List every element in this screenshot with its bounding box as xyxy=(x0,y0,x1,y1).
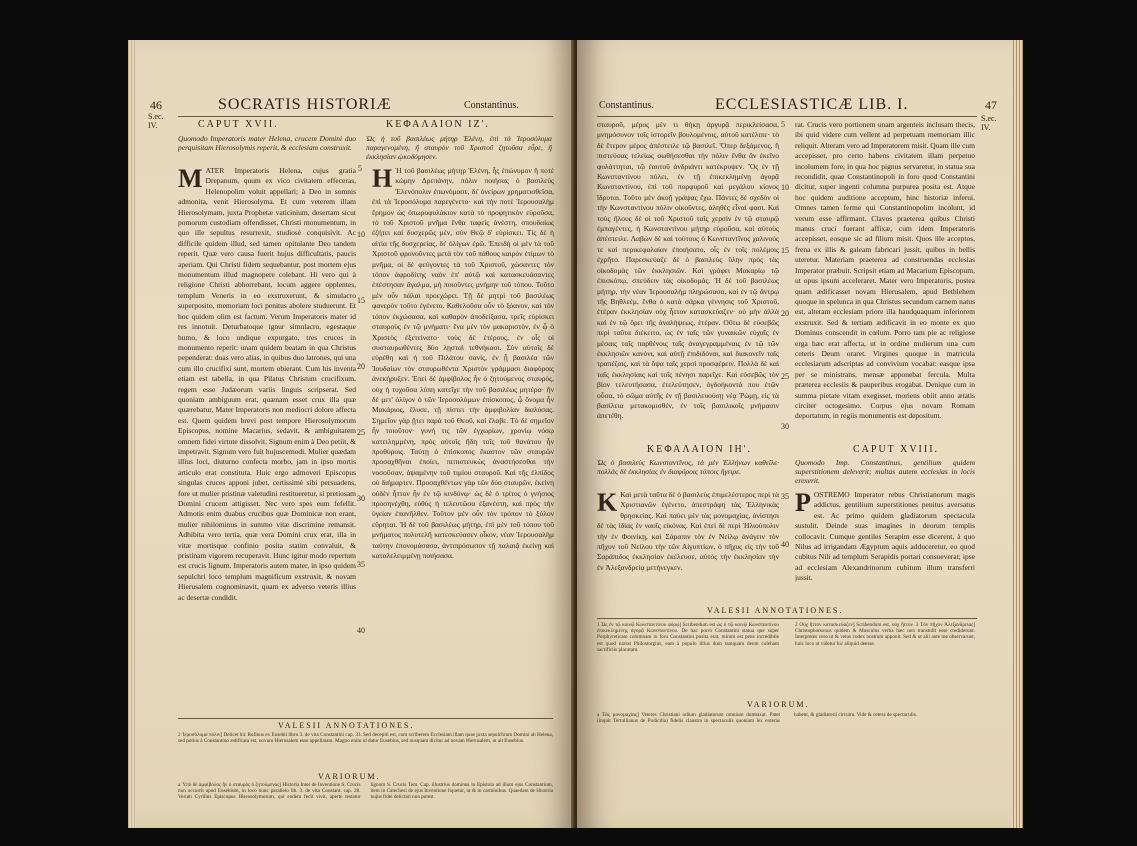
greek-column-2 xyxy=(597,490,779,602)
open-book xyxy=(128,40,1023,828)
annotations-heading: VALESII ANNOTATIONES. xyxy=(707,606,844,615)
greek-text-2: Καὶ μετὰ ταῦτα δὲ ὁ βασιλεὺς ἐπιμελέστερος περὶ τὰ Χριστιανῶν ἐγένετο, ἀπεστράφη τὰς Ἑλληνικὰς θρησκείας. Καὶ παύει μὲν τὰς μονομαχίας, ἀνίστησι δὲ τὰς ἰδίας ἐν ναοῖς εἰκόνας. Καὶ ἐπεὶ δὲ περὶ Ἡλιούπολιν τὴν ἐν Φοινίκῃ, καὶ Σάραπιν τὸν ἐν Νείλῳ ἀνάγειν τὸν πῆχυν τοῦ Νείλου τὴν τῶν Αἰγυπτίων, ὁ πῆχυς εἰς τὴν τοῦ Σαράπιδος ἐκκλησίαν ἐκέλευσε, αὐτὸς τὴν ἐκκλησίαν τὴν ἐν Ἀλεξανδρείᾳ μετήνεγκεν. xyxy=(597,490,779,572)
running-head-sub: Constantinus. xyxy=(464,100,519,111)
notes-rule xyxy=(178,718,553,719)
line-number: 40 xyxy=(781,540,789,549)
greek-text: Ἡ τοῦ βασιλέως μήτηρ Ἑλένη, ἧς ἐπώνυμον ἢ ποτὲ κώμην Δρεπάνην, πόλιν ποιήσας ὁ βασιλεὺς Ἑλενόπολιν ἐπωνόμασε, δι' ὀνείρων χρηματισθεῖσα, ἐπὶ τὰ Ἱεροσόλυμα παρεγένετο· καὶ τὴν ποτὲ Ἱερουσαλὴμ ἔρημον ὡς ὀπωροφυλάκιον κατὰ τὸ προφητικὸν εὑροῦσα, τὸ τοῦ Χριστοῦ μνῆμα ἔνθα ταφεὶς ἀνέστη, σπουδαίως ἐζήτει καὶ δυσχερῶς μὲν, σὺν Θεῷ δ' εὑρίσκει. Τίς δὲ ἡ αἰτία τῆς δυσχερείας, δι' ὀλίγων ἐρῶ. Ἐπειδὴ οἱ μὲν τὰ τοῦ Χριστοῦ φρονοῦντες μετὰ τὸν τοῦ πάθους καιρὸν ἐτίμων τὸ μνῆμα, οἱ δὲ φεύγοντες τὰ τοῦ Χριστοῦ, χώσαντες τὸν τόπον ἀφροδίτης ναὸν ἐπ' αὐτῷ καὶ κατασκευάσαντες ἐπέστησαν ἄγαλμα, μὴ ποιοῦντες μνήμην τοῦ τόπου. Τοῦτο μὲν οὖν πάλαι προεχώρει. Τῇ δὲ μητρὶ τοῦ βασιλέως φανερὸν τοῦτο ἐγένετο. Καθελοῦσα οὖν τὸ ξόανον, καὶ τὸν τόπον ἐκχώσασα, καὶ καθαρὸν ἀποδείξασα, τρεῖς εὑρίσκει σταυροὺς ἐν τῷ μνήματι· ἕνα μὲν τὸν μακαριστὸν, ἐν ᾧ ὁ Χριστὸς ἐξετείνατο· τοὺς δὲ ἑτέρους, ἐν οἷς οἱ συσταυρωθέντες δύο λῃσταὶ τεθνήκασι. Σὺν αὐτοῖς δὲ εὑρέθη καὶ ἡ τοῦ Πιλάτου σανὶς, ἐν ᾗ βασιλέα τῶν Ἰουδαίων τὸν σταυρωθέντα Χριστὸν γράμμασι διαφόροις ἀνεκήρυξεν. Ἐπεὶ δὲ ἀμφίβολος ἦν ὁ ζητούμενος σταυρὸς, οὐχ ἡ τυχοῦσα λύπη κατεῖχε τὴν τοῦ βασιλέως μητέρα· ἣν δὲ μετ' ὀλίγον ὁ τῶν Ἱεροσολύμων ἐπίσκοπος, ᾧ ὄνομα ἦν Μακάριος, ἔλυσε, τῇ πίστει τὴν ἀμφιβολίαν διαλύσας. Σημεῖον γὰρ ᾔτει παρὰ τοῦ Θεοῦ, καὶ ἔλαβε. Τὸ δὲ σημεῖον ἦν τοιοῦτον· γυνή τις τῶν ἐγχωρίων, χρονίῳ νόσῳ κατειλημμένη, πρὸς αὐτοῖς ἤδη τοῖς τοῦ θανάτου ἦν προθύροις. Ταύτῃ ὁ ἐπίσκοπος ἕκαστον τῶν σταυρῶν προσαχθῆναι ἐποίει, πεπιστευκὼς ἀναστήσεσθαι τὴν νοσοῦσαν, ἁψαμένην τοῦ τιμίου σταυροῦ. Καὶ τῆς ἐλπίδος οὐ διήμαρτεν. Προσαχθέντων γὰρ τῶν δύο σταυρῶν, ἐκείνη οὐδὲν ἧττον ἦν ἐν τῷ κινδύνῳ· ὡς δὲ ὁ τρίτος ὁ γνήσιος προσηνέχθη, εὐθὺς ἡ τελευτῶσα ἐξανέστη, καὶ πρὸς τὴν ὑγείαν ἐπανῆλθεν. Τοῦτον μὲν οὖν τὸν τρόπον τὸ ξύλον εὕρηται. Ἡ δὲ τοῦ βασιλέως μήτηρ, ἐπὶ μὲν τοῦ τόπου τοῦ μνήματος πολυτελῆ κατεσκεύασεν οἶκον, νέαν Ἱερουσαλὴμ ταύτην ἐπονομάσασα, ἀντιπρόσωπον τῇ παλαιᾷ ἐκείνῃ καὶ καταλελειμμένῃ ποιήσασα. xyxy=(372,166,554,561)
line-number: 10 xyxy=(357,230,365,239)
chapter-heading-latin: CAPUT XVIII. xyxy=(853,444,940,455)
line-number: 5 xyxy=(781,120,785,129)
notes-rule xyxy=(597,618,977,619)
page-number: 47 xyxy=(985,98,997,112)
line-number: 30 xyxy=(781,422,789,431)
greek-column: σταυροῦ, μέρος μὲν τι θήκῃ ἀργυρᾷ περικλείσασα, μνημόσυνον τοῖς ἱστορεῖν βουλομένοις, αὐτοῦ κατέλιπε· τὸ δὲ ἕτερον μέρος ἀπέστειλε τῷ βασιλεῖ. Ὅπερ δεξάμενος, ἢ πιστεύσας τελείως σωθήσεσθαι τὴν πόλιν ἔνθα ἂν ἐκεῖνο φυλάττηται, τῷ ἑαυτοῦ ἀνδριάντι κατέκρυψεν. Ὃς ἐν τῇ Κωνσταντίνου πόλει, ἐν τῇ ἐπικεκλημένῃ ἀγορᾷ Κωνσταντίνου, ἐπὶ τοῦ πορφυροῦ καὶ μεγάλου κίονος ἵδρυται. Τοῦτο μὲν ἀκοῇ γράψας ἔχω. Πάντες δὲ σχεδὸν οἱ τὴν Κωνσταντίνου πόλιν οἰκοῦντες, ἀληθὲς εἶναί φασι. Καὶ τοὺς ἥλους δὲ οἱ τοῦ Χριστοῦ ταῖς χερσὶν ἐν τῷ σταυρῷ ἐμπαγέντες, ἡ Κωνσταντίνου μήτηρ εὑροῦσα, καὶ αὐτοὺς ἀπέστειλε. Λαβὼν δὲ καὶ τούτους ὁ Κωνσταντῖνος χαλινούς τε καὶ περικεφαλαίαν ἐποιήσατο, οἷς ἐν τοῖς πολέμοις ἐχρῆτο. Παρεσκεύαζε δὲ ὁ βασιλεὺς ὕλην πρὸς τὰς οἰκοδομὰς τῶν ἐκκλησιῶν. Καὶ γράφει Μακαρίῳ τῷ ἐπισκόπῳ, σπεύδειν τὰς οἰκοδομάς. Ἡ δὲ τοῦ βασιλέως μήτηρ, τὴν νέαν Ἱερουσαλὴμ πληρώσασα, καὶ ἐν τῷ ἄντρῳ τῆς Βηθλεὲμ, ἔνθα ὁ κατὰ σάρκα γέννησις τοῦ Χριστοῦ, ἑτέραν ἐκκλησίαν οὐχ ἧττον κατασκεύαζεν· οὐ μὴν ἀλλὰ καὶ ἐν τῷ ὄρει τῆς ἀναλήψεως, ἑτέραν. Οὕτω δὲ εὐσεβῶς περὶ ταῦτα διέκειτο, ὡς ἐν ταῖς τῶν γυναικῶν εὐχαῖς ἐν μέσαις ταῖς παρθένοις ταῖς ἀναγεγραμμέναις ἐν τῷ τῶν ἐκκλησιῶν κανόνι, καὶ αὐτῇ ἐπιδιδόναι, καὶ διακονεῖν ταῖς τραπέζαις, καὶ τὰ ὄψα ταῖς χερσὶ προσφέρειν. Πολλὰ δὲ καὶ ταῖς ἐκκλησίαις καὶ τοῖς πένησι παρεῖχε. Καὶ εὐσεβῶς τὸν βίον τελευτήσασα, ἐτελεύτησεν, ὀγδοήκοντά που ἐτῶν οὖσα, τὸ σῶμα αὐτῆς ἐν τῇ βασιλευούσῃ νέᾳ Ῥώμῃ, εἰς τὰ βασίλεια μετακομισθέν, ἐν τοῖς βασιλικοῖς μνήμασιν ἀπετέθη. xyxy=(597,120,779,421)
latin-text: ATER Imperatoris Helena, cujus gratia Drepanum, quum ex vico civitatem effeceras, Helenopolim voluit appellari; à Deo in somnis admonita, venit Hierosolyma. Et cum veterem illam Hierosolymam, juxta Prophetæ vaticinium, desertam sicut pomorum custodiam offendisset, Christi monumentum, in quo ille sepultus resurrexit, studiosè conquisivit. Ac difficile quidem illud, sed tamen opitulante Deo tandem reperit. Quæ vero causa fuerit hujus difficultatis, paucis aperiam. Qui Christi fidem sequebantur, post mortem ejus monumentum illud magnopere colebant. Hi vero qui à religione Christi abhorrebant, locum aggere opplentes, templum Veneris in eo exstruxerunt, & simulacro superposito, memoriam loci penitus abolere studuerunt. Et hoc quidem olim est factum. Verum Imperatoris mater id res innotuit. Deturbatoque ignur simulacro, egestaque humo, & loco undique expurgato, tres cruces in monumento reperit: unam quidem beatam in qua Christus pependerat: duas vero alias, in quibus duo latrones, qui una cum illo crucifixi sunt, mortem obierant. Cum his inventa etiam est tabella, in qua Pilatus Christum crucifixum, regem esse Judæorum variis linguis scripserat. Sed quoniam ambiguum erat, quænam esset crux illa quæ quærebatur, Mater Imperatoris non mediocri dolore affecta est. Quem quidem brevi post tempore Hierosolymorum Episcopus, nomine Macarius, sedavit, & ambiguitatem omnem fidei virtute dissolvit. Signum enim à Deo petiit, & impetravit. Signum vero fuit hujuscemodi. Mulier quædam illius loci, diuturno confecta morbo, jam in ipso mortis articulo erat constituta. Huic ergo admoveri Episcopus singulas cruces apponi jubet, certissimè sibi persuadens, fore ut mulier pristinæ valetudini restitueretur, si pretiosam Domini crucem attigisset. Nec vero spes eum fefellit. Admotis enim duabus crucibus quæ Dominicæ non erant, mulier nihilominus in summo vitæ discrimine remansit. Adhibita vero tertia, quæ vera Domini crux erat, illa in vitæ mortisque confinio posita statim convaluit, & pristinam vigorem recuperavit. Hunc igitur modo repertum est crucis lignum. Imperatoris autem mater, in ipso quidem sepulchri loco templum magnificum exstruxit, & novam Hierusalem cognominavit, quam ex adverso veteris illius ac desertæ condidit. xyxy=(178,166,356,602)
chapter-summary-latin: Quomodo Imp. Constantinus, gentilium quidem superstitionem deleverit; multas autem ecclesias in locis erexerit. xyxy=(795,458,975,485)
latin-column xyxy=(178,166,356,714)
head-rule xyxy=(597,116,977,117)
line-number: 25 xyxy=(781,372,789,381)
drop-cap: M xyxy=(178,166,203,193)
annotations-text-2: 2 Οὐχ ἧττον κατασκεύαζεν] Scribendum est, οὐχ ἧττον. 3 Τὸν πῆχυν Ἀλεξανδρείας] Christophorsonus quidem & Musculus verba hæc non transtulit esse crediderunt. Interpretes vero ut & vetus codex nostrum apponit. Sed & ut alii ante me observarunt, huic loco ut videtur hic aliquid deesse. xyxy=(795,622,975,647)
latin-text-2: OSTREMO Imperator rebus Christianorum magis addictus, gentilium superstitiones penitus aversatus est. Ac primo quidem gladiatorum spectacula sustulit. Deinde suas imagines in deorum templis collocavit. Cumque gentiles Serapim esse dicerent, à quo Nilus ad irrigandam Ægyptum aquis adduceretur, eo quod cubitus Nili ad templum Serapidis portari consueverat; ipse ad ecclesiam Alexandrinorum cubitum illum transferri jussit. xyxy=(795,490,975,583)
variorum-text: a Ὑπὸ δὲ ἀμφίβολος ἦν ὁ σταυρὸς ὁ ζητούμενος] Historia Inter de Inventione S. Crucis non occurrit apud Eusebium, in loco hunc parallelo lib. 3. de vita Constant. cap. 28. Verum Cyrillus Episcopus Hierosolymorum, qui eodem fecit vivit, aperte testatur lignum S. Crucis Tem. Cap. illustrius dominus in Epistola ad illum ejus Constantium, item in Catechesi de ejus Inventione liquetur, ut & in carminibus. Quaedam de Historia hujus fidei delictari non potest. xyxy=(178,782,553,801)
head-rule xyxy=(178,116,553,117)
variorum-heading: VARIORUM. xyxy=(318,772,381,781)
annotations-text: 2 Ἱεροσόλυμα πόλιν] Delicet hic Rufinus ex Eusebii libro 3. de vita Constantini cap. 33. Sed decepiti est, cum scriberem Ecclesiam illam quae juxta sepulchrum Domini ab Helena, sed potius à Constantino ædificata est, novum Hierusalem esse appellatam. Magno enim id datur Eusebius, sed nusquam dicitur ad novam Hierusalem, ut ait Eusebius. xyxy=(178,732,553,745)
running-head: SOCRATIS HISTORIÆ xyxy=(218,96,392,113)
line-number: 15 xyxy=(357,296,365,305)
variorum-heading: VARIORUM. xyxy=(747,700,810,709)
chapter-heading-latin: CAPUT XVII. xyxy=(198,119,279,130)
chapter-summary-latin: Quomodo Imperatoris mater Helena, crucem Domini duo perquisitam Hierosolymis reperit, & ecclesiam construxit. xyxy=(178,134,356,152)
chapter-heading-greek: ΚΕΦΑΛΑΙΟΝ ΙΖ'. xyxy=(386,119,490,130)
annotations-text: 1 Ὡς ἐν τῷ κοινῷ Κωνσταντίνου φόρῳ] Scribendum est ὡς ὁ τῷ κοινῷ Κωνσταντίνου ἐπικεκλημένης ἀγορᾷ Κωνσταντίνου. De hac porro Constantini statua que super Porphyreticam columnam in foro Constantini posita erat, mirum est pene incredibile est quod narrat Philostorgius, eam à populo illius dum tamquam deum colebant sacrificiis placatam. xyxy=(597,622,779,653)
margin-reference: S.ec. IV. xyxy=(148,112,164,130)
annotations-heading: VALESII ANNOTATIONES. xyxy=(278,721,415,730)
line-number: 10 xyxy=(781,183,789,192)
page-number: 46 xyxy=(150,98,162,112)
line-number: 25 xyxy=(357,428,365,437)
chapter-summary-greek: Ὡς ὁ βασιλεὺς Κωνσταντῖνος, τὰ μὲν Ἑλλήνων καθεῖλε· πολλὰς δὲ ἐκκλησίας ἐν διαφόροις τόποις ἤγειρε. xyxy=(597,458,779,476)
line-number: 40 xyxy=(357,626,365,635)
drop-cap-greek: Η xyxy=(372,166,393,193)
margin-reference: S.ec. IV. xyxy=(981,114,997,132)
line-number: 5 xyxy=(358,164,362,173)
chapter-heading-greek: ΚΕΦΑΛΑΙΟΝ ΙΗ'. xyxy=(647,444,752,455)
running-head: ECCLESIASTICÆ LIB. I. xyxy=(715,96,909,113)
line-number: 35 xyxy=(781,492,789,501)
line-number: 20 xyxy=(781,309,789,318)
right-page xyxy=(577,40,1023,828)
drop-cap-greek: Κ xyxy=(597,490,618,517)
line-number: 15 xyxy=(781,246,789,255)
line-number: 30 xyxy=(357,494,365,503)
chapter-summary-greek: Ὡς ἡ τοῦ βασιλέως μήτηρ Ἑλένη, ἐπὶ τὰ Ἱεροσόλυμα παραγενομένη, ἢ σταυρὸν τοῦ Χριστοῦ ζητοῦσα εὗρε, ἢ ἐκκλησίαν ᾠκοδόμησεν. xyxy=(366,134,552,161)
running-head-sub: Constantinus. xyxy=(599,100,654,111)
line-number: 20 xyxy=(357,362,365,371)
latin-column: rat. Crucis vero portionem unam argenteis inclusam thecis, ibi quid videre cum vellent ad perpetuam memoriam illic reliquit. Alteram vero ad Imperatorem misit. Quam ille cum accepisset, pro certo habens civitatem illam perpetuo incolumem fore, in qua hoc pignus servaretur, in statua sua recondidit, quae Constantinopoli in foro quod Constantini dicitur, super ingenti columna purpurea posita est. Atque hoc quidem auditione acceptum, hinc historiæ inferui. Omnes tamen ferme qui Constantinopolim incolunt, id verum esse affirmant. Clavos praeterea quibus Christi manus cruci fuerant affixæ, cum idem Imperatoris accepisset, eosque sic ad filium misit. Quos ille acceptos, frena ex illis & galeam fabricari jussit, quibus in bellis uteretur. Materiam praeterea ad construendas ecclesias Imperator præbuit. Scripsit etiam ad Macarium Episcopum, ut opus ipsum acceleraret. Mater vero Imperatoris, postea quam ædificasset novam Hierusalem, apud Bethlehem quoque in spelunca in qua Christus secundum carnem natus est, alteram ecclesiam priore illa haudquaquam inferiorem exstruxit. Sed & tertiam ædificavit in eo monte ex quo Dominus conscendit in cœlum. Porro tam pie ac religiose erga hæc erat affecta, ut in ordine mulierum una cum ceteris Deum oraret. Virgines quoque in matricula ecclesiarum adscriptas ad convivium vocabat: easque ipsa per se ministrans, mensæ apponebat fercula. Multa præterea ecclesiis & pauperibus erogabat. Denique cum in summa pietate vitam exegisset, moriens obiit anno ætatis circiter octogesimo. Corpus ejus novam Romam deportatum, in regiis monumentis est depositum. xyxy=(795,120,975,421)
latin-column-2 xyxy=(795,490,975,602)
line-number: 35 xyxy=(357,560,365,569)
variorum-text: a Τὰς μονομαχίας] Veteres Christiani odium gladiatorum omnium dumtaxat. Patet (inquit Tertullianus de Pudicitia) fidelis claustra in spectaculis quoniam lex exteras habent, & gladiatorii circuitu. Vide & cetera de spectaculis. xyxy=(597,712,918,725)
greek-column xyxy=(372,166,554,714)
left-page xyxy=(128,40,575,828)
drop-cap: P xyxy=(795,490,811,517)
